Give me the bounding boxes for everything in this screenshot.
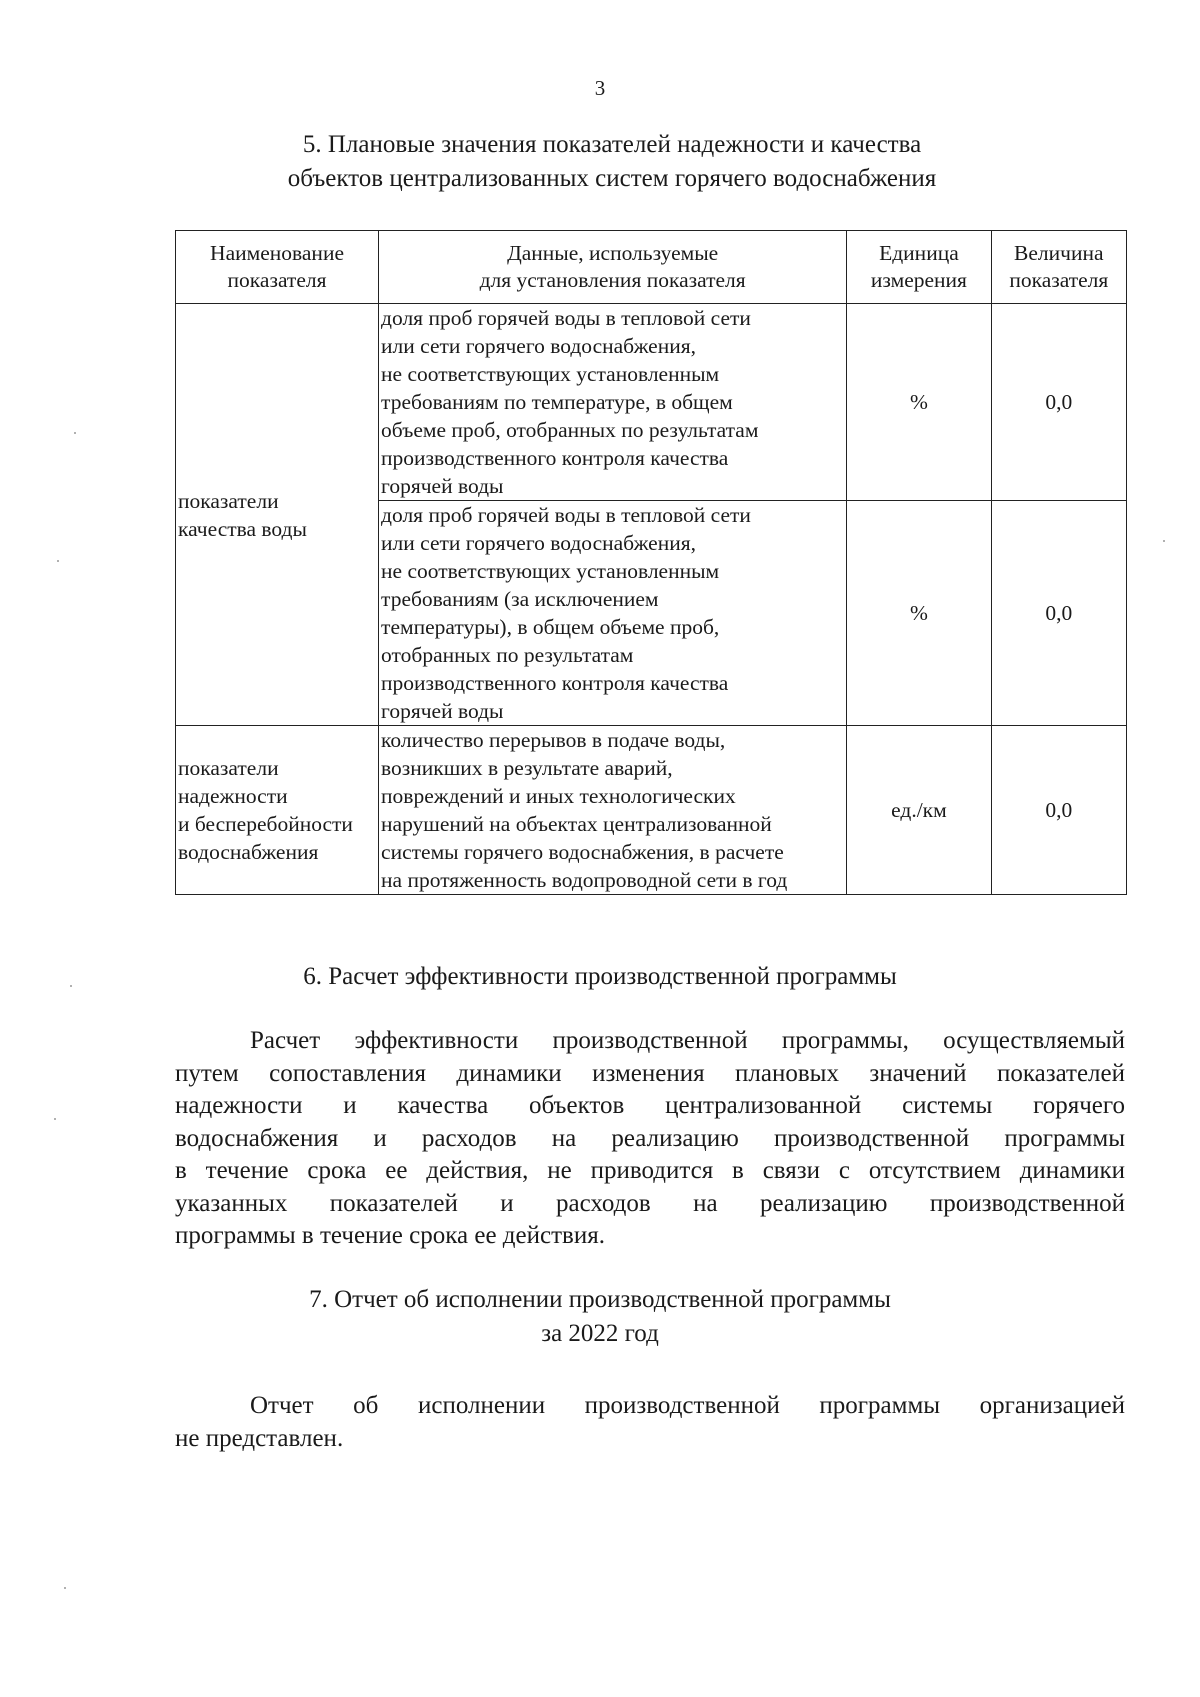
row-2-data: доля проб горячей воды в тепловой сети или сети горячего водоснабжения, не соответствующих установленным требованиям (за исключением температуры), в общем объеме проб, отобранных по результатам производственного контроля качества горячей воды	[379, 501, 847, 726]
header-value: Величина показателя	[991, 231, 1126, 304]
section-7-title-line-2: за 2022 год	[541, 1320, 659, 1347]
reliability-group-name: показатели надежности и бесперебойности водоснабжения	[176, 726, 379, 895]
page-number: 3	[594, 76, 606, 100]
indicators-table	[175, 230, 1127, 895]
row-3-unit: ед./км	[847, 726, 991, 895]
scan-speck	[64, 1587, 66, 1589]
table-row	[176, 304, 1127, 501]
section-6-paragraph: Расчет эффективности производственной программы, осуществляемый путем сопоставления динамики изменения плановых значений показателей надежности и качества объектов централизованной системы горячего водоснабжения и расходов на реализацию производственной программы в течение срока ее действия, не приводится в связи с отсутствием динамики указанных показателей и расходов на реализацию производственной программы в течение срока ее действия.	[175, 1027, 1125, 1249]
section-6-title: 6. Расчет эффективности производственной программы	[303, 963, 897, 990]
row-2-unit: %	[847, 501, 991, 726]
scan-speck	[74, 432, 76, 434]
section-5-title-line-1: 5. Плановые значения показателей надежности и качества	[302, 131, 922, 158]
scan-speck	[70, 985, 72, 987]
section-5-title	[12, 128, 1200, 196]
section-7-title-line-1: 7. Отчет об исполнении производственной программы	[309, 1286, 891, 1313]
section-7-title	[0, 1283, 1200, 1351]
header-data-used: Данные, используемые для установления показателя	[379, 231, 847, 304]
table-row	[176, 726, 1127, 895]
row-3-data: количество перерывов в подаче воды, возникших в результате аварий, повреждений и иных технологических нарушений на объектах централизованной системы горячего водоснабжения, в расчете на протяженность водопроводной сети в год	[379, 726, 847, 895]
scan-speck	[57, 560, 59, 562]
section-5-title-line-2: объектов централизованных систем горячего водоснабжения	[287, 165, 937, 192]
scan-speck	[1163, 540, 1165, 542]
row-1-unit: %	[847, 304, 991, 501]
row-3-value: 0,0	[991, 726, 1126, 895]
header-indicator-name: Наименование показателя	[176, 231, 379, 304]
header-unit: Единица измерения	[847, 231, 991, 304]
row-1-value: 0,0	[991, 304, 1126, 501]
section-7-paragraph: Отчет об исполнении производственной программы организацией не представлен.	[175, 1392, 1125, 1452]
row-2-value: 0,0	[991, 501, 1126, 726]
water-quality-group-name: показатели качества воды	[176, 304, 379, 726]
row-1-data: доля проб горячей воды в тепловой сети или сети горячего водоснабжения, не соответствующих установленным требованиям по температуре, в общем объеме проб, отобранных по результатам производственного контроля качества горячей воды	[379, 304, 847, 501]
scan-speck	[54, 1118, 56, 1120]
table-header-row	[176, 231, 1127, 304]
